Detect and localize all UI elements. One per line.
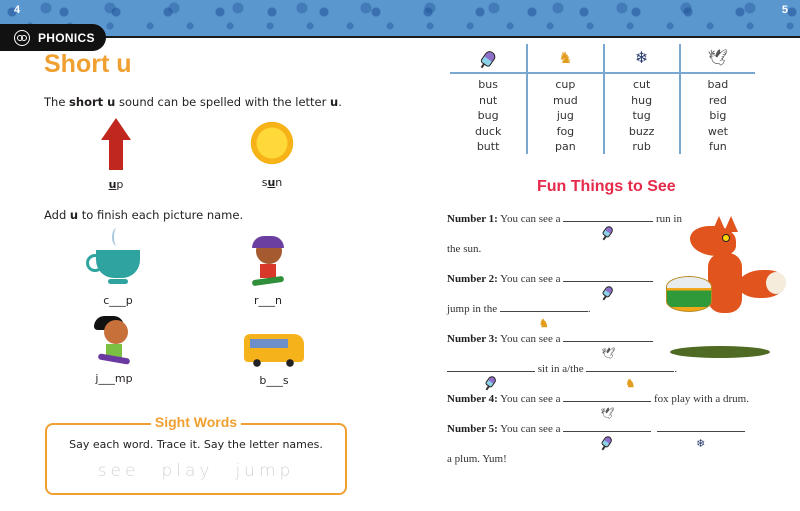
table-cell: big xyxy=(709,109,727,123)
sentence-text: sit in a/the xyxy=(535,363,587,375)
blank-input[interactable] xyxy=(563,422,651,432)
sentence-3-line-2 xyxy=(447,362,678,390)
picture-cup xyxy=(96,228,140,307)
instruction-suffix: to finish each picture name. xyxy=(78,208,244,222)
popsicle-icon xyxy=(602,225,615,239)
intro-prefix: The xyxy=(44,95,70,109)
face-icon xyxy=(14,30,30,46)
table-cell: buzz xyxy=(628,124,655,138)
sentence-5-label: Number 5: xyxy=(447,423,498,435)
fill-blank-cup: c___p xyxy=(103,294,133,307)
sentence-2-line-2 xyxy=(447,302,591,330)
table-cell: mud xyxy=(553,93,578,107)
jumping-girl-icon xyxy=(92,312,136,364)
popsicle-icon xyxy=(602,285,615,299)
sentence-1 xyxy=(447,212,682,225)
blank-input[interactable] xyxy=(563,332,653,360)
header-banner xyxy=(0,0,800,38)
up-arrow-icon xyxy=(101,118,131,170)
fill-blank-jump: j___mp xyxy=(95,372,133,385)
table-cell: hug xyxy=(631,93,653,107)
table-body xyxy=(450,74,755,154)
blank-input[interactable] xyxy=(563,212,653,222)
example-up xyxy=(101,118,131,191)
table-cell: bug xyxy=(477,109,499,123)
table-cell: tug xyxy=(632,109,651,123)
popsicle-icon xyxy=(601,435,614,449)
table-cell: red xyxy=(708,93,727,107)
trace-word-jump[interactable]: jump xyxy=(235,461,295,481)
blank-input[interactable] xyxy=(657,422,745,450)
trace-words xyxy=(47,461,345,481)
example-word-up: up xyxy=(108,178,124,191)
table-cell: butt xyxy=(476,140,500,154)
table-column-2 xyxy=(526,44,602,154)
fill-blank-run: r___n xyxy=(253,294,282,307)
sentence-text: You can see a xyxy=(497,423,564,435)
intro-bold-u: u xyxy=(330,95,339,109)
sun-icon xyxy=(245,116,299,170)
picture-bus xyxy=(244,316,304,387)
blank-input[interactable] xyxy=(447,362,535,372)
seahorse-icon: ♞ xyxy=(625,378,636,390)
sentence-text: jump in the xyxy=(447,303,500,315)
sight-words-instruction: Say each word. Trace it. Say the letter names. xyxy=(69,438,323,451)
table-cell: jug xyxy=(556,109,574,123)
intro-bold-short-u: short u xyxy=(69,95,116,109)
table-cell: nut xyxy=(478,93,498,107)
sentence-text: You can see a xyxy=(497,273,564,285)
table-cell: cut xyxy=(632,78,651,91)
seahorse-icon: ♞ xyxy=(538,318,549,330)
table-column-4 xyxy=(679,44,755,154)
table-cell: duck xyxy=(474,124,502,138)
goose-icon: 🕊 xyxy=(707,48,729,67)
example-sun xyxy=(245,116,299,189)
goose-icon: 🕊 xyxy=(600,408,615,420)
running-boy-icon xyxy=(246,236,290,288)
page-number-right: 5 xyxy=(781,4,788,16)
section-tab-label: PHONICS xyxy=(38,30,95,45)
school-bus-icon xyxy=(244,334,304,362)
seahorse-icon: ♞ xyxy=(558,48,573,67)
sight-words-title: Sight Words xyxy=(151,414,241,430)
sentence-2-label: Number 2: xyxy=(447,273,498,285)
table-cell: wet xyxy=(707,124,728,138)
intro-text xyxy=(44,95,342,109)
sentence-1-line-2: the sun. xyxy=(447,243,482,255)
trace-word-play[interactable]: play xyxy=(161,461,214,481)
trace-word-see[interactable]: see xyxy=(97,461,140,481)
sentence-text: . xyxy=(587,303,591,315)
table-cell: pan xyxy=(555,140,576,154)
sentence-2 xyxy=(447,272,653,285)
sentence-text: You can see a xyxy=(497,333,564,345)
sentence-text: You can see a xyxy=(497,393,564,405)
table-cell: rub xyxy=(632,140,651,154)
example-word-sun: sun xyxy=(261,176,283,189)
sight-words-box xyxy=(45,414,347,495)
sentence-text: run in xyxy=(653,213,682,225)
sentence-1-label: Number 1: xyxy=(447,213,498,225)
sentence-4 xyxy=(447,392,749,420)
snowflake-icon: ❄ xyxy=(634,48,649,67)
table-cell: bad xyxy=(707,78,729,91)
snowflake-icon: ❄ xyxy=(696,438,706,450)
table-cell: cup xyxy=(555,78,576,91)
table-cell: bus xyxy=(478,78,498,91)
page-title: Short u xyxy=(44,50,132,78)
intro-suffix: . xyxy=(338,95,342,109)
teacup-icon xyxy=(96,250,140,278)
popsicle-icon xyxy=(485,375,498,389)
goose-icon: 🕊 xyxy=(601,348,616,360)
sentence-text: fox play with a drum. xyxy=(651,393,749,405)
picture-run xyxy=(246,236,290,307)
picture-jump xyxy=(92,312,136,385)
sentence-text: . xyxy=(674,363,678,375)
blank-input[interactable] xyxy=(500,302,588,330)
intro-middle: sound can be spelled with the letter xyxy=(115,95,331,109)
table-column-3 xyxy=(603,44,679,154)
page-number-left: 4 xyxy=(14,4,21,16)
sentence-3 xyxy=(447,332,653,360)
table-cell: fun xyxy=(708,140,727,154)
sentence-4-label: Number 4: xyxy=(447,393,498,405)
sentence-5 xyxy=(447,422,745,450)
instruction-text xyxy=(44,208,243,222)
table-cell: fog xyxy=(556,124,575,138)
fox-drummer-icon xyxy=(660,218,790,358)
fun-things-title: Fun Things to See xyxy=(537,178,676,195)
fill-blank-bus: b___s xyxy=(259,374,289,387)
instruction-bold: u xyxy=(69,208,79,222)
blank-input[interactable] xyxy=(586,362,674,390)
sentence-5-line-2: a plum. Yum! xyxy=(447,453,507,465)
blank-input[interactable] xyxy=(563,272,653,282)
blank-input[interactable] xyxy=(563,392,651,420)
word-sort-table xyxy=(450,44,755,154)
sentence-3-label: Number 3: xyxy=(447,333,498,345)
section-tab xyxy=(0,24,106,51)
instruction-prefix: Add xyxy=(44,208,70,222)
sentence-text: You can see a xyxy=(497,213,564,225)
